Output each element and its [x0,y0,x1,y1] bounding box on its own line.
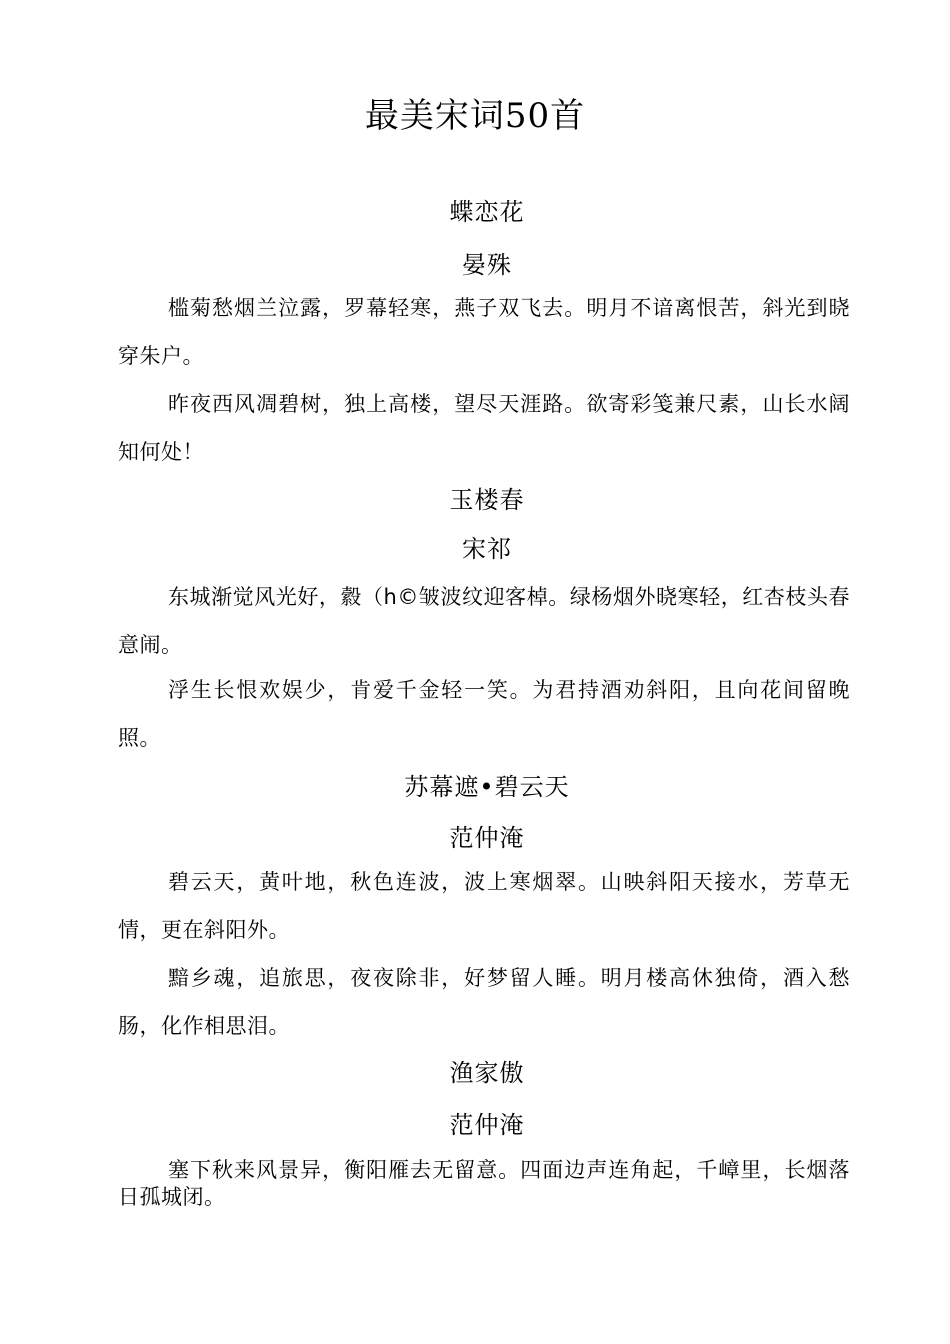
poem-author: 宋祁 [462,535,512,563]
poem-stanza: 昨夜西风凋碧树，独上高楼，望尽天涯路。欲寄彩笺兼尺素，山长水阔知何处！ [118,392,850,464]
poem-stanza: 碧云天，黄叶地，秋色连波，波上寒烟翠。山映斜阳天接水，芳草无情，更在斜阳外。 [118,870,850,942]
poem-stanza: 浮生长恨欢娱少，肯爱千金轻一笑。为君持酒劝斜阳，且向花间留晚照。 [118,678,850,750]
document-title: 最美宋词50首 [364,96,586,136]
poem-title: 蝶恋花 [449,198,525,226]
poem-stanza: 东城渐觉风光好，縠（h©皱波纹迎客棹。绿杨烟外晓寒轻，红杏枝头春意闹。 [118,585,850,657]
poem-stanza: 黯乡魂，追旅思，夜夜除非，好梦留人睡。明月楼高休独倚，酒入愁肠，化作相思泪。 [118,966,850,1038]
poem-title: 苏幕遮•碧云天 [404,773,570,801]
poem-author: 晏殊 [462,251,512,279]
poem-stanza: 塞下秋来风景异，衡阳雁去无留意。四面边声连角起，千嶂里，长烟落日孤城闭。 [118,1158,850,1209]
poem-title: 玉楼春 [449,486,525,514]
poem-author: 范仲淹 [449,1111,525,1139]
poem-author: 范仲淹 [449,824,525,852]
poem-stanza: 槛菊愁烟兰泣露，罗幕轻寒，燕子双飞去。明月不谙离恨苦，斜光到晓穿朱户。 [118,296,850,368]
poem-title: 渔家傲 [449,1059,525,1087]
